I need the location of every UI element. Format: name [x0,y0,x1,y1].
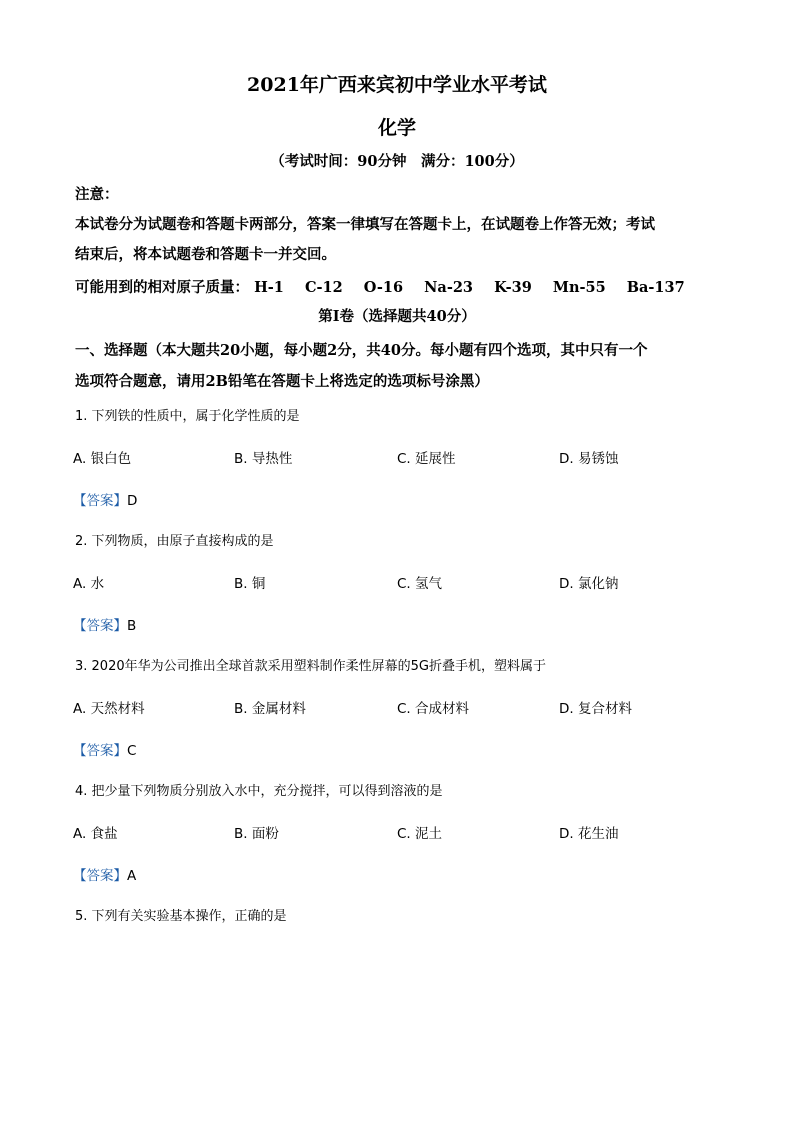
question-3-option-b: B. 金属材料 [234,701,306,717]
question-4-answer [73,864,136,884]
question-2-option-d: D. 氯化钠 [559,576,619,592]
question-1-option-a: A. 银白色 [73,451,132,467]
question-4-option-a: A. 食盐 [73,826,118,842]
notice-label: 注意： [75,186,119,203]
atomic-mass-item: H-1 [254,279,284,296]
atomic-mass-line [75,276,725,297]
question-2-option-a: A. 水 [73,576,105,592]
exam-title: 2021年广西来宾初中学业水平考试 [247,74,547,96]
question-1-stem: 1. 下列铁的性质中，属于化学性质的是 [75,409,300,424]
atomic-mass-item: Ba-137 [626,279,685,296]
answer-value: A [127,868,137,884]
question-4-option-c: C. 泥土 [397,826,443,842]
answer-label: 【答案】 [73,868,127,884]
question-4-option-b: B. 面粉 [234,826,279,842]
answer-value: D [127,493,138,509]
answer-value: C [127,743,137,759]
atomic-mass-item: O-16 [363,279,404,296]
question-3-option-c: C. 合成材料 [397,701,470,717]
atomic-mass-item: K-39 [494,279,532,296]
atomic-mass-item: C-12 [304,279,343,296]
question-3-option-d: D. 复合材料 [559,701,632,717]
answer-value: B [127,618,137,634]
atomic-mass-item: Na-23 [424,279,474,296]
question-4-stem: 4. 把少量下列物质分别放入水中，充分搅拌，可以得到溶液的是 [75,784,443,799]
atomic-mass-item: Mn-55 [552,279,606,296]
notice-line-2: 结束后，将本试题卷和答题卡一并交回。 [75,246,336,263]
notice-line-1: 本试卷分为试题卷和答题卡两部分，答案一律填写在答题卡上，在试题卷上作答无效；考试 [75,216,655,233]
question-3-stem: 3. 2020年华为公司推出全球首款采用塑料制作柔性屏幕的5G折叠手机，塑料属于 [75,659,546,674]
question-1-answer [73,489,137,509]
question-5-stem: 5. 下列有关实验基本操作，正确的是 [75,909,287,924]
question-4-option-d: D. 花生油 [559,826,619,842]
question-1-option-c: C. 延展性 [397,451,456,467]
answer-label: 【答案】 [73,493,127,509]
answer-label: 【答案】 [73,743,127,759]
atomic-mass-label: 可能用到的相对原子质量： [75,279,249,296]
question-2-stem: 2. 下列物质，由原子直接构成的是 [75,534,274,549]
question-2-option-b: B. 铜 [234,576,266,592]
question-1-option-b: B. 导热性 [234,451,293,467]
section-instruction-1: 一、选择题（本大题共20小题，每小题2分，共40分。每小题有四个选项，其中只有一个 [75,342,648,359]
question-2-answer [73,614,136,634]
section-instruction-2: 选项符合题意，请用2B铅笔在答题卡上将选定的选项标号涂黑） [75,373,489,390]
question-3-option-a: A. 天然材料 [73,701,145,717]
section-title: 第Ⅰ卷（选择题共40分） [318,308,476,325]
question-1-option-d: D. 易锈蚀 [559,451,619,467]
answer-label: 【答案】 [73,618,127,634]
subject-title: 化学 [377,117,416,139]
question-2-option-c: C. 氢气 [397,576,443,592]
exam-time-info: （考试时间：90分钟 满分：100分） [270,153,524,170]
question-3-answer [73,739,136,759]
